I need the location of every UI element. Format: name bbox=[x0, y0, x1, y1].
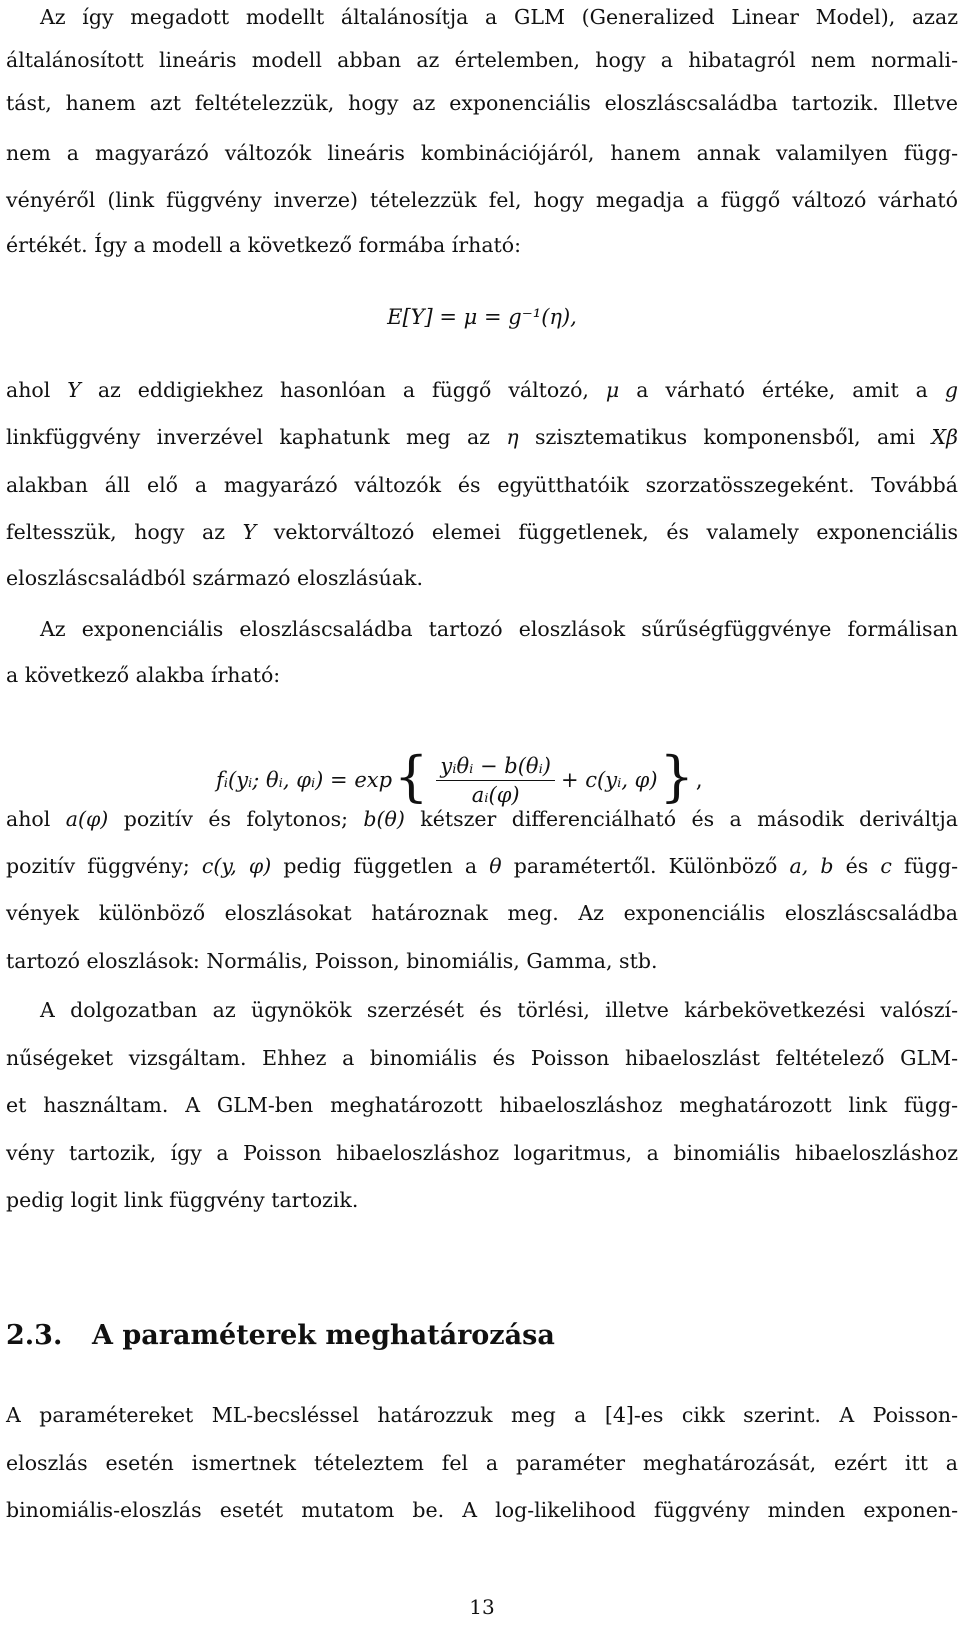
math-theta: θ bbox=[489, 854, 502, 878]
paragraph-5-line-4: vény tartozik, így a Poisson hibaeloszláshoz logaritmus, a binomiális hibaeloszláshoz bbox=[6, 1141, 958, 1165]
math-b-theta: b(θ) bbox=[363, 807, 405, 831]
section-number: 2.3. bbox=[6, 1320, 63, 1351]
paragraph-5-line-3: et használtam. A GLM-ben meghatározott hibaeloszláshoz meghatározott link függ- bbox=[6, 1093, 958, 1117]
paragraph-1-line-4: nem a magyarázó változók lineáris kombinációjáról, hanem annak valamilyen függ- bbox=[6, 141, 958, 165]
paragraph-3-line-2: a következő alakba írható: bbox=[6, 663, 281, 687]
paragraph-5-line-2: nűségeket vizsgáltam. Ehhez a binomiális és Poisson hibaeloszlást feltételező GLM- bbox=[6, 1046, 958, 1070]
equation-tail: + c(yᵢ, φ) bbox=[561, 768, 658, 792]
equation-expected-value: E[Y] = μ = g⁻¹(η), bbox=[387, 305, 577, 329]
math-a: a, bbox=[789, 854, 809, 878]
text-fragment: ahol bbox=[6, 807, 51, 831]
paragraph-2-line-4 bbox=[6, 517, 958, 547]
paragraph-5-line-1: A dolgozatban az ügynökök szerzését és törlési, illetve kárbekövetkezési valószí- bbox=[40, 998, 958, 1022]
open-brace: { bbox=[394, 745, 429, 808]
text-fragment: ahol bbox=[6, 378, 51, 402]
paragraph-1-line-2: általánosított lineáris modell abban az értelemben, hogy a hibatagról nem normali- bbox=[6, 48, 958, 72]
math-b: b bbox=[820, 854, 834, 878]
text-fragment: kétszer differenciálható és a második deriváltja bbox=[420, 807, 958, 831]
text-fragment: pedig független a bbox=[283, 854, 478, 878]
fraction bbox=[436, 754, 555, 807]
text-fragment: pozitív függvény; bbox=[6, 854, 190, 878]
paragraph-2-line-3: alakban áll elő a magyarázó változók és együtthatóik szorzatösszegeként. Továbbá bbox=[6, 473, 958, 497]
text-fragment: paramétertől. Különböző bbox=[513, 854, 778, 878]
paragraph-6-line-1: A paramétereket ML-becsléssel határozzuk meg a [4]-es cikk szerint. A Poisson- bbox=[6, 1403, 958, 1427]
paragraph-2-line-2 bbox=[6, 422, 958, 452]
paragraph-4-line-4: tartozó eloszlások: Normális, Poisson, binomiális, Gamma, stb. bbox=[6, 949, 658, 973]
text-fragment: pozitív és folytonos; bbox=[123, 807, 348, 831]
math-a-phi: a(φ) bbox=[65, 807, 109, 831]
section-heading bbox=[6, 1320, 555, 1351]
paragraph-4-line-2 bbox=[6, 851, 958, 881]
paragraph-4-line-3: vények különböző eloszlásokat határoznak meg. Az exponenciális eloszláscsaládba bbox=[6, 901, 958, 925]
document-page bbox=[6, 0, 958, 1643]
equation-lhs: fᵢ(yᵢ; θᵢ, φᵢ) = exp bbox=[216, 768, 393, 792]
text-fragment: és bbox=[845, 854, 869, 878]
paragraph-1-line-3: tást, hanem azt feltételezzük, hogy az exponenciális eloszláscsaládba tartozik. Illetve bbox=[6, 91, 958, 115]
paragraph-2-line-5: eloszláscsaládból származó eloszlásúak. bbox=[6, 566, 423, 590]
paragraph-6-line-2: eloszlás esetén ismertnek tételeztem fel a paraméter meghatározását, ezért itt a bbox=[6, 1451, 958, 1475]
math-y: Y bbox=[67, 378, 81, 402]
math-g: g bbox=[944, 378, 958, 402]
text-fragment: linkfüggvény inverzével kaphatunk meg az bbox=[6, 425, 490, 449]
text-fragment: vektorváltozó elemei függetlenek, és valamely exponenciális bbox=[273, 520, 958, 544]
paragraph-5-line-5: pedig logit link függvény tartozik. bbox=[6, 1188, 359, 1212]
section-title: A paraméterek meghatározása bbox=[92, 1320, 555, 1351]
fraction-numerator: yᵢθᵢ − b(θᵢ) bbox=[436, 754, 555, 781]
paragraph-2-line-1 bbox=[6, 375, 958, 405]
text-fragment: függ- bbox=[904, 854, 958, 878]
text-fragment: feltesszük, hogy az bbox=[6, 520, 226, 544]
text-fragment: szisztematikus komponensből, ami bbox=[534, 425, 916, 449]
text-fragment: az eddigiekhez hasonlóan a függő változó, bbox=[97, 378, 589, 402]
paragraph-1-line-6: értékét. Így a modell a következő formába írható: bbox=[6, 233, 522, 257]
math-x-beta: Xβ bbox=[931, 425, 958, 449]
paragraph-4-line-1 bbox=[6, 804, 958, 834]
paragraph-3-line-1: Az exponenciális eloszláscsaládba tartozó eloszlások sűrűségfüggvénye formálisan bbox=[40, 617, 958, 641]
paragraph-1-line-1: Az így megadott modellt általánosítja a GLM (Generalized Linear Model), azaz bbox=[40, 5, 958, 29]
close-brace: } bbox=[659, 745, 694, 808]
equation-punctuation: , bbox=[695, 768, 703, 792]
paragraph-1-line-5: vényéről (link függvény inverze) tételezzük fel, hogy megadja a függő változó várható bbox=[6, 188, 958, 212]
fraction-denominator: aᵢ(φ) bbox=[471, 782, 520, 807]
math-c: c bbox=[880, 854, 892, 878]
math-y: Y bbox=[242, 520, 257, 544]
text-fragment: a várható értéke, amit a bbox=[636, 378, 928, 402]
math-mu: μ bbox=[605, 378, 620, 402]
math-eta: η bbox=[506, 425, 519, 449]
paragraph-6-line-3: binomiális-eloszlás esetét mutatom be. A log-likelihood függvény minden exponen- bbox=[6, 1498, 958, 1522]
page-number: 13 bbox=[469, 1595, 495, 1619]
math-c-y-phi: c(y, φ) bbox=[201, 854, 272, 878]
